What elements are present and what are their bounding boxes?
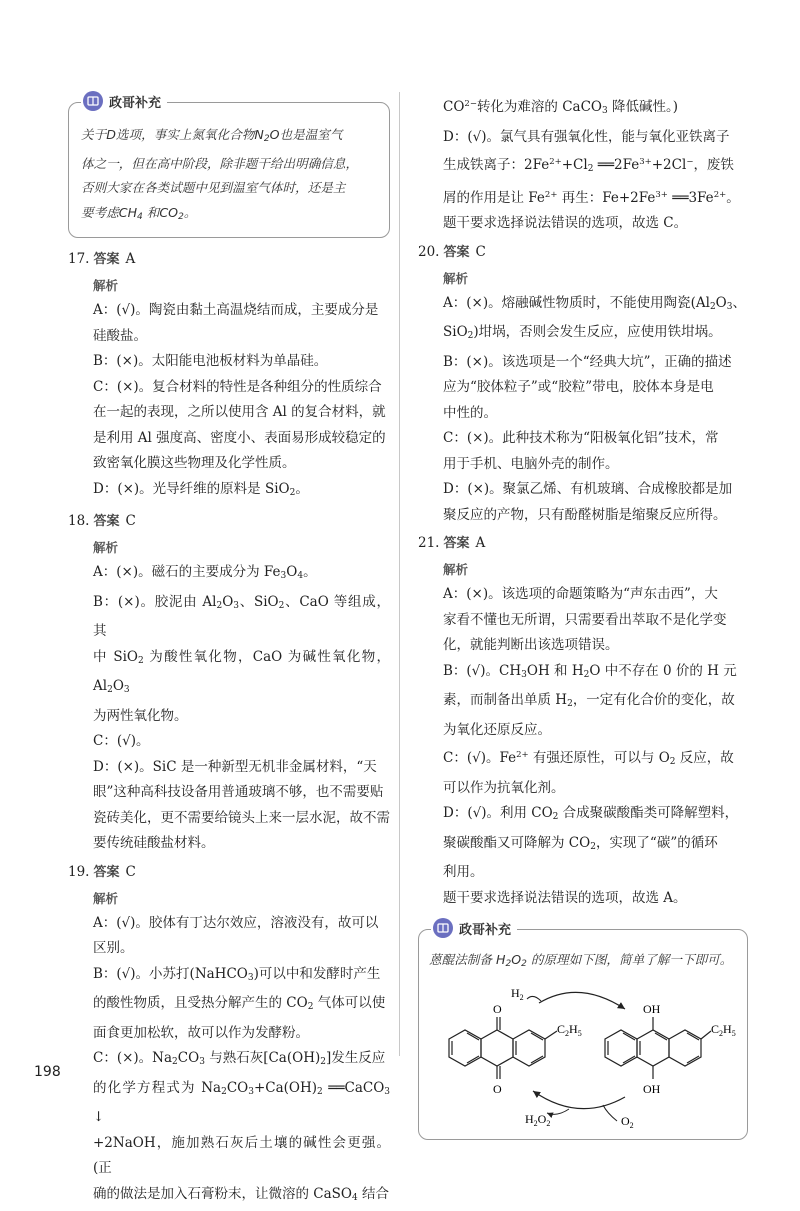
book-icon (83, 91, 103, 111)
analysis-label: 解析 (68, 886, 390, 911)
analysis-label: 解析 (68, 273, 390, 298)
question-21 (418, 530, 748, 911)
hydroxyl-bottom: OH (643, 1082, 661, 1096)
supplement-intro: 蒽醌法制备 $H_2O_2$ 的原理如下图，简单了解一下即可。 (429, 948, 737, 977)
analysis-body: A：(×)。熔融碱性物质时，不能使用陶瓷($Al_2O_3$、 SiO$_2$)坩埚，否则会发生反应，应使用铁坩埚。 B：(×)。该选项是一个“经典大坑”，正确的描述 应为“胶体粒子”或“胶粒”带电，胶体本身是电 中性的。 C：(×)。此种技术称为“阳极氧化铝”技术，常 用于手机、电脑外壳的制作。 D：(×)。聚氯乙烯、有机玻璃、合成橡胶都是加 聚反应的产物，只有酚醛树脂是缩聚反应所得。 (418, 291, 748, 529)
supplement-box-left (68, 102, 390, 238)
answer-line: 20. 答案 C (418, 239, 748, 266)
analysis-body: A：(√)。胶体有丁达尔效应，溶液没有，故可以 区别。 B：(√)。小苏打(NaHCO$_3$)可以中和发酵时产生 的酸性物质，且受热分解产生的 $CO_2$ 气体可以使 面食更加松软，故可以作为发酵粉。 C：(×)。$Na_2CO_3$ 与熟石灰$[Ca(OH)_2]$发生反应 的化学方程式为 $Na_2CO_3+Ca(OH)_2$ ══CaCO$_3$ ↓ +2NaOH，施加熟石灰后土壤的碱性会更强。(正 确的做法是加入石膏粉末，让微溶的 CaSO$_4$ 结合 (68, 911, 390, 1211)
supplement-title: 政哥补充 (459, 919, 511, 938)
ethyl-label-right: $C_2H_5$ (711, 1022, 736, 1038)
h2o2-output-arrow (547, 1109, 569, 1114)
analysis-label: 解析 (68, 535, 390, 560)
h2o2-label: $H_2O_2$ (525, 1112, 550, 1128)
question-17 (68, 246, 390, 506)
analysis-body: A：(×)。该选项的命题策略为“声东击西”，大 家看不懂也无所谓，只需要看出萃取不是化学变 化，就能判断出该选项错误。 B：(√)。$CH_3OH$ 和 $H_2O$ 中不存在 0 价的 H 元 素，而制备出单质 $H_2$，一定有化合价的变化，故 为氧化还原反应。 C：(√)。$Fe^{2+}$ 有强还原性，可以与 $O_2$ 反应，故 可以作为抗氧化剂。 D：(√)。利用 $CO_2$ 合成聚碳酸酯类可降解塑料， 聚碳酸酯又可降解为 $CO_2$，实现了“碳”的循环 利用。 题干要求选择说法错误的选项，故选 A。 (418, 582, 748, 911)
question-20 (418, 239, 748, 529)
carbonyl-o-top: O (493, 1002, 502, 1016)
analysis-label: 解析 (418, 557, 748, 582)
supplement-text: 关于D选项，事实上氮氧化合物$N_2O$也是温室气 体之一，但在高中阶段，除非题干给出明确信息， 否则大家在各类试题中见到温室气体时，还是主 要考虑$CH_4$ 和$CO_2$。 (81, 123, 377, 229)
column-divider (399, 92, 400, 1056)
anthrahydroquinone-structure (605, 1017, 711, 1079)
arrow-to-hydroquinone (539, 992, 625, 1009)
book-icon (433, 918, 453, 938)
question-18 (68, 508, 390, 857)
answer-line: 21. 答案 A (418, 530, 748, 557)
analysis-body: A：(×)。磁石的主要成分为 $Fe_3O_4$。 B：(×)。胶泥由 $Al_2O_3$、SiO$_2$、CaO 等组成，其 中 SiO$_2$ 为酸性氧化物，CaO 为碱性氧化物，$Al_2O_3$ 为两性氧化物。 C：(√)。 D：(×)。SiC 是一种新型无机非金属材料，“天 眼”这种高科技设备用普通玻璃不够，也不需要贴 瓷砖美化，更不需要给镜头上来一层水泥，故不需 要传统硅酸盐材料。 (68, 560, 390, 857)
analysis-label: 解析 (418, 266, 748, 291)
answer-line: 19. 答案 C (68, 859, 390, 886)
answer-line: 17. 答案 A (68, 246, 390, 273)
question-19 (68, 859, 390, 1211)
h2-input-arrow (527, 996, 541, 1001)
left-column (68, 88, 390, 1211)
supplement-tag (81, 91, 167, 111)
o2-label: $O_2$ (621, 1114, 634, 1129)
supplement-box-right (418, 929, 748, 1140)
supplement-tag (431, 918, 517, 938)
right-column (418, 92, 748, 1140)
arrow-to-anthraquinone (533, 1091, 625, 1109)
supplement-title: 政哥补充 (109, 92, 161, 111)
carbonyl-o-bottom: O (493, 1082, 502, 1096)
anthraquinone-process-diagram (429, 981, 737, 1129)
answer-line: 18. 答案 C (68, 508, 390, 535)
question-19-continued: $CO^{2-}$转化为难溶的 CaCO$_3$ 降低碱性。) D：(√)。氯气具有强氧化性，能与氧化亚铁离子 生成铁离子：$2Fe^{2+}+Cl_2$ $══2Fe^{3+}+2Cl^-$，废铁 屑的作用是让 $Fe^{2+}$ 再生：$Fe+2Fe^{3+}$ $══3Fe^{2+}$。 题干要求选择说法错误的选项，故选 C。 (418, 92, 748, 237)
hydroxyl-top: OH (643, 1002, 661, 1016)
analysis-body: A：(√)。陶瓷由黏土高温烧结而成，主要成分是 硅酸盐。 B：(×)。太阳能电池板材料为单晶硅。 C：(×)。复合材料的特性是各种组分的性质综合 在一起的表现，之所以使用含 Al 的复合材料，就 是利用 Al 强度高、密度小、表面易形成较稳定的 致密氧化膜这些物理及化学性质。 D：(×)。光导纤维的原料是 SiO$_2$。 (68, 298, 390, 506)
h2-label: $H_2$ (511, 986, 524, 1002)
ethyl-label-left: $C_2H_5$ (557, 1022, 582, 1038)
page-number: 198 (34, 1064, 61, 1080)
o2-input-arrow (603, 1105, 617, 1121)
anthraquinone-structure (449, 1017, 557, 1079)
